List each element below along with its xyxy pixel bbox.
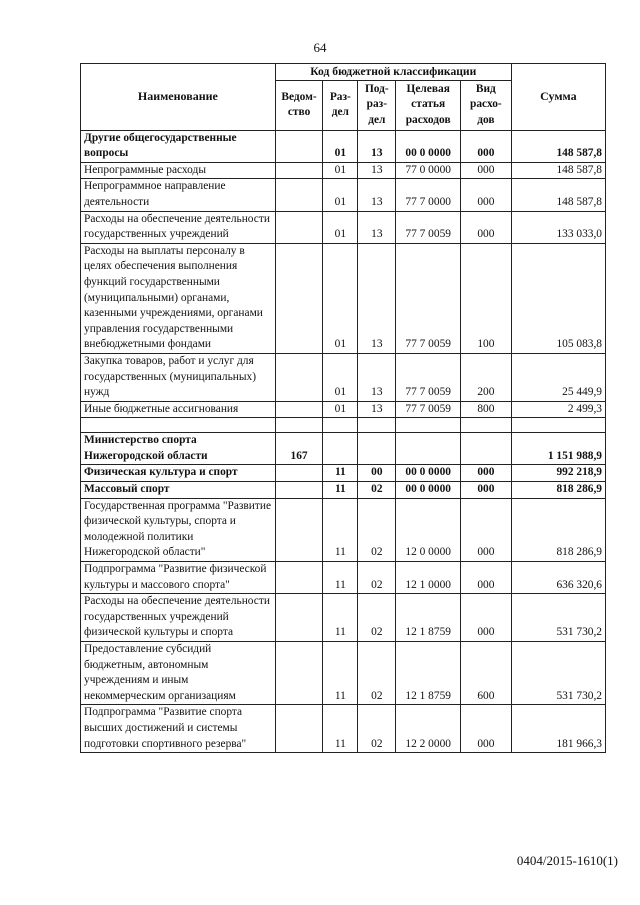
cell-razd: 11	[323, 465, 358, 482]
cell-razd: 11	[323, 705, 358, 753]
table-row	[81, 642, 606, 705]
cell-cel: 12 1 8759	[396, 594, 461, 642]
cell-cel: 00 0 0000	[396, 465, 461, 482]
cell-razd: 01	[323, 179, 358, 211]
cell-ved	[275, 562, 323, 594]
cell-ved	[275, 594, 323, 642]
cell-podr: 13	[358, 353, 396, 401]
cell-vid: 600	[460, 642, 511, 705]
table-body	[81, 130, 606, 753]
cell-podr: 13	[358, 401, 396, 418]
cell-razd: 11	[323, 594, 358, 642]
cell-name: Расходы на обеспечение деятельности государственных учреждений	[81, 211, 276, 243]
cell-ved	[275, 130, 323, 162]
table-row	[81, 482, 606, 499]
cell-cel: 00 0 0000	[396, 482, 461, 499]
cell-vid: 000	[460, 211, 511, 243]
cell-sum: 2 499,3	[511, 401, 605, 418]
cell-cel: 77 7 0000	[396, 179, 461, 211]
cell-razd: 01	[323, 211, 358, 243]
cell-ved	[275, 401, 323, 418]
cell-name: Расходы на обеспечение деятельности государственных учреждений физической культуры и спорта	[81, 594, 276, 642]
cell-name	[81, 418, 276, 433]
cell-sum: 181 966,3	[511, 705, 605, 753]
cell-vid: 200	[460, 353, 511, 401]
cell-ved	[275, 243, 323, 353]
cell-razd: 11	[323, 562, 358, 594]
table-row	[81, 243, 606, 353]
table-row	[81, 498, 606, 561]
header-classification-group: Код бюджетной классификации	[275, 64, 511, 81]
cell-sum: 636 320,6	[511, 562, 605, 594]
cell-sum: 818 286,9	[511, 498, 605, 561]
page-number: 64	[313, 40, 327, 55]
cell-razd: 01	[323, 353, 358, 401]
cell-podr: 02	[358, 594, 396, 642]
cell-vid: 100	[460, 243, 511, 353]
cell-ved	[275, 642, 323, 705]
cell-vid: 000	[460, 482, 511, 499]
spacer-row	[81, 418, 606, 433]
cell-name: Непрограммные расходы	[81, 162, 276, 179]
cell-podr: 13	[358, 211, 396, 243]
cell-name: Предоставление субсидий бюджетным, автономным учреждениям и иным некоммерческим организациям	[81, 642, 276, 705]
cell-sum: 25 449,9	[511, 353, 605, 401]
cell-cel: 77 7 0059	[396, 243, 461, 353]
header-name: Наименование	[81, 64, 276, 131]
table-row	[81, 705, 606, 753]
cell-podr: 13	[358, 179, 396, 211]
cell-sum: 148 587,8	[511, 130, 605, 162]
table-row	[81, 401, 606, 418]
cell-cel: 77 7 0059	[396, 401, 461, 418]
cell-podr: 00	[358, 465, 396, 482]
cell-sum: 105 083,8	[511, 243, 605, 353]
table-row	[81, 211, 606, 243]
cell-ved	[275, 353, 323, 401]
cell-razd	[323, 418, 358, 433]
cell-name: Физическая культура и спорт	[81, 465, 276, 482]
cell-ved	[275, 418, 323, 433]
cell-name: Массовый спорт	[81, 482, 276, 499]
table-row	[81, 353, 606, 401]
header-cel: Целевая статья расходов	[396, 80, 461, 130]
header-ved: Ведом-ство	[275, 80, 323, 130]
cell-sum: 148 587,8	[511, 179, 605, 211]
table-row	[81, 562, 606, 594]
cell-name: Иные бюджетные ассигнования	[81, 401, 276, 418]
table-row	[81, 594, 606, 642]
cell-vid: 000	[460, 465, 511, 482]
cell-razd	[323, 433, 358, 465]
table-row	[81, 465, 606, 482]
cell-podr: 13	[358, 162, 396, 179]
cell-name: Подпрограмма "Развитие физической культуры и массового спорта"	[81, 562, 276, 594]
cell-razd: 11	[323, 498, 358, 561]
cell-cel: 12 2 0000	[396, 705, 461, 753]
cell-cel	[396, 433, 461, 465]
cell-razd: 01	[323, 130, 358, 162]
table-row	[81, 130, 606, 162]
cell-cel: 77 7 0059	[396, 353, 461, 401]
cell-podr: 13	[358, 243, 396, 353]
table-row	[81, 179, 606, 211]
cell-sum	[511, 418, 605, 433]
cell-podr: 02	[358, 642, 396, 705]
cell-razd: 01	[323, 162, 358, 179]
cell-vid: 800	[460, 401, 511, 418]
budget-table	[80, 63, 606, 753]
header-sum: Сумма	[511, 64, 605, 131]
cell-podr: 02	[358, 705, 396, 753]
cell-cel: 77 0 0000	[396, 162, 461, 179]
cell-name: Расходы на выплаты персоналу в целях обеспечения выполнения функций государственными (муниципальными) органами, казенными учреждениями, органами управления государственными внебюджетными фондами	[81, 243, 276, 353]
table-row	[81, 433, 606, 465]
cell-sum: 818 286,9	[511, 482, 605, 499]
cell-razd: 01	[323, 243, 358, 353]
cell-ved: 167	[275, 433, 323, 465]
cell-cel	[396, 418, 461, 433]
cell-podr: 02	[358, 562, 396, 594]
cell-ved	[275, 211, 323, 243]
cell-ved	[275, 498, 323, 561]
cell-vid: 000	[460, 179, 511, 211]
cell-sum: 531 730,2	[511, 642, 605, 705]
cell-razd: 11	[323, 482, 358, 499]
cell-ved	[275, 465, 323, 482]
cell-vid: 000	[460, 562, 511, 594]
cell-vid: 000	[460, 130, 511, 162]
cell-ved	[275, 482, 323, 499]
cell-name: Другие общегосударственные вопросы	[81, 130, 276, 162]
cell-cel: 12 1 8759	[396, 642, 461, 705]
cell-podr: 02	[358, 498, 396, 561]
cell-ved	[275, 162, 323, 179]
cell-vid: 000	[460, 162, 511, 179]
cell-name: Закупка товаров, работ и услуг для государственных (муниципальных) нужд	[81, 353, 276, 401]
cell-name: Государственная программа "Развитие физической культуры, спорта и молодежной политики Нижегородской области"	[81, 498, 276, 561]
cell-razd: 11	[323, 642, 358, 705]
cell-vid	[460, 433, 511, 465]
header-podr: Под-раз-дел	[358, 80, 396, 130]
cell-sum: 992 218,9	[511, 465, 605, 482]
cell-podr	[358, 418, 396, 433]
cell-sum: 148 587,8	[511, 162, 605, 179]
header-vid: Вид расхо-дов	[460, 80, 511, 130]
header-razd: Раз-дел	[323, 80, 358, 130]
cell-sum: 531 730,2	[511, 594, 605, 642]
cell-name: Подпрограмма "Развитие спорта высших достижений и системы подготовки спортивного резерва"	[81, 705, 276, 753]
cell-podr	[358, 433, 396, 465]
cell-razd: 01	[323, 401, 358, 418]
cell-vid: 000	[460, 594, 511, 642]
cell-ved	[275, 705, 323, 753]
cell-vid: 000	[460, 705, 511, 753]
cell-vid: 000	[460, 498, 511, 561]
cell-sum: 1 151 988,9	[511, 433, 605, 465]
cell-cel: 77 7 0059	[396, 211, 461, 243]
cell-vid	[460, 418, 511, 433]
cell-cel: 12 1 0000	[396, 562, 461, 594]
table-row	[81, 162, 606, 179]
cell-ved	[275, 179, 323, 211]
cell-cel: 12 0 0000	[396, 498, 461, 561]
table-header	[81, 64, 606, 131]
document-code: 0404/2015-1610(1)	[516, 853, 618, 868]
cell-name: Непрограммное направление деятельности	[81, 179, 276, 211]
cell-podr: 02	[358, 482, 396, 499]
cell-sum: 133 033,0	[511, 211, 605, 243]
cell-name: Министерство спорта Нижегородской области	[81, 433, 276, 465]
cell-podr: 13	[358, 130, 396, 162]
cell-cel: 00 0 0000	[396, 130, 461, 162]
